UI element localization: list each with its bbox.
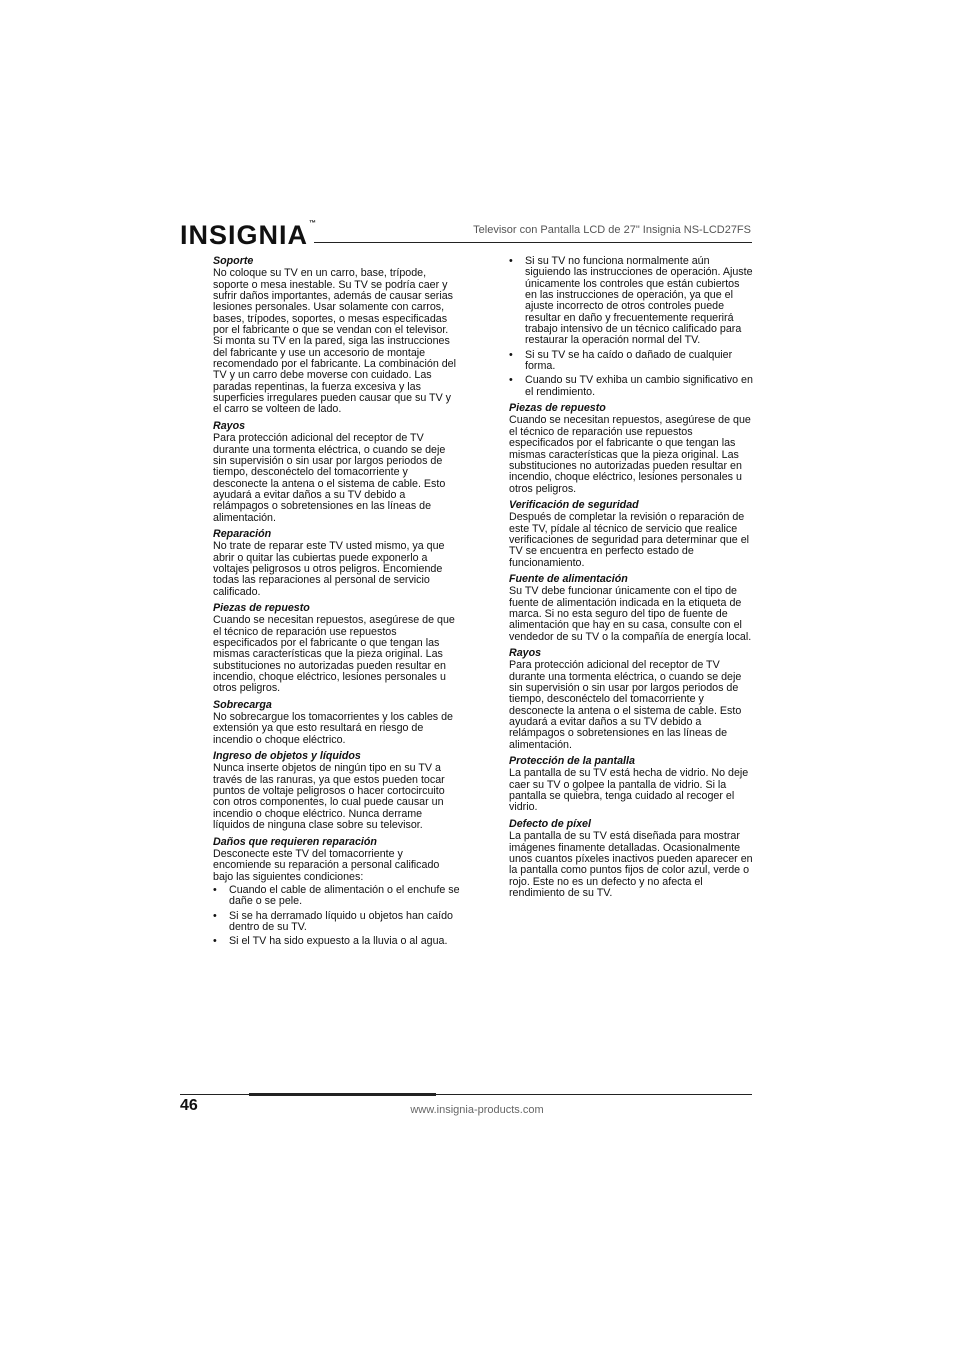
section-heading-piezas-right: Piezas de repuesto [509, 402, 606, 415]
section-heading-piezas: Piezas de repuesto [213, 601, 310, 614]
section-heading-proteccion: Protección de la pantalla [509, 755, 635, 768]
section-text-ingreso: Nunca inserte objetos de ningún tipo en su TV a través de las ranuras, ya que estos pueden tocar puntos de voltaje peligrosos o hacer cortocircuito con otros componentes, lo cual puede causar un incendio o choque eléctrico. Nunca derrame líquidos de ninguna clase sobre su televisor. [213, 762, 445, 832]
section-text-sobrecarga: No sobrecargue los tomacorrientes y los cables de extensión ya que esto resultará en riesgo de incendio o choque eléctrico. [213, 711, 453, 746]
header-divider [314, 242, 752, 243]
section-heading-fuente: Fuente de alimentación [509, 572, 628, 585]
section-text-defecto: La pantalla de su TV está diseñada para mostrar imágenes finamente detalladas. Ocasionalmente unos cuantos píxeles inactivos pueden aparecer en la pantalla como puntos fijos de color azul, verde o rojo. Este no es un defecto y no afecta el rendimiento de su TV. [509, 830, 753, 899]
document-title: Televisor con Pantalla LCD de 27" Insignia NS-LCD27FS [473, 224, 751, 236]
right-column [509, 256, 754, 899]
section-heading-ingreso: Ingreso de objetos y líquidos [213, 750, 361, 763]
danos-bullet-list [213, 885, 460, 948]
section-heading-soporte: Soporte [213, 255, 254, 267]
section-heading-sobrecarga: Sobrecarga [213, 698, 272, 711]
section-text-proteccion: La pantalla de su TV está hecha de vidrio. No deje caer su TV o golpee la pantalla de vidrio. Si la pantalla se quiebra, tenga cuidado al recoger el vidrio. [509, 767, 749, 814]
section-heading-verificacion: Verificación de seguridad [509, 498, 639, 511]
section-text-reparacion: No trate de reparar este TV usted mismo, ya que abrir o quitar las cubiertas puede exponerlo a voltajes peligrosos u otros peligros. Encomiende todas las reparaciones al personal de servicio calificado. [213, 540, 445, 598]
section-text-fuente: Su TV debe funcionar únicamente con el tipo de fuente de alimentación indicada en la etiqueta de marca. Si no esta seguro del tipo de fuente de alimentación que hay en su casa, consulte con el vendedor de su TV o la compañía de energía local. [509, 585, 752, 643]
list-item: • Cuando su TV exhiba un cambio significativo en el rendimiento. [509, 375, 754, 398]
section-text-soporte: No coloque su TV en un carro, base, trípode, soporte o mesa inestable. Su TV se podría caer y sufrir daños importantes, además de causar serias lesiones personales. Usar solamente con carros, bases, trípodes, soportes, o mesas especificadas por el fabricante o que se vendan con el televisor. Si monta su TV en la pared, siga las instrucciones del fabricante y use un accesorio de montaje recomendado por el fabricante. La combinación del TV y un carro debe moverse con cuidado. Las paradas repentinas, la fuerza excesiva y las superficies irregulares pueden causar que su TV y el carro se volteen de lado. [213, 267, 456, 416]
footer-divider-accent [249, 1093, 436, 1096]
section-text-rayos-right: Para protección adicional del receptor de TV durante una tormenta eléctrica, o cuando se deje sin supervisión o sin usar por largos periodos de tiempo, desconéctelo del tomacorriente y desconecte la antena o el sistema de cable. Esto ayudará a evitar daños a su TV debido a relámpagos o sobretensiones en las líneas de alimentación. [509, 659, 742, 751]
left-column [213, 256, 460, 951]
brand-logo [180, 220, 316, 251]
page-number: 46 [180, 1097, 198, 1114]
section-text-piezas: Cuando se necesitan repuestos, asegúrese de que el técnico de reparación use repuestos especificados por el fabricante o que tengan las mismas características que la pieza original. Las substituciones no autorizadas pueden resultar en incendio, choque eléctrico, lesiones personales u otros peligros. [213, 614, 455, 695]
list-item: • Si el TV ha sido expuesto a la lluvia o al agua. [213, 936, 460, 947]
list-item: • Si su TV no funciona normalmente aún siguiendo las instrucciones de operación. Ajuste únicamente los controles que están cubiertos en las instrucciones de operación, ya que el ajuste incorrecto de otros controles puede resultar en daño y frecuentemente requerirá trabajo intensivo de un técnico calificado para restaurar la operación normal del TV. [509, 256, 754, 347]
section-text-rayos: Para protección adicional del receptor de TV durante una tormenta eléctrica, o cuando se deje sin supervisión o sin usar por largos periodos de tiempo, desconéctelo del tomacorriente y desconecte la antena o el sistema de cable. Esto ayudará a evitar daños a su TV debido a relámpagos o sobretensiones en las líneas de alimentación. [213, 432, 446, 524]
section-heading-danos: Daños que requieren reparación [213, 835, 377, 848]
list-item: • Si se ha derramado líquido u objetos han caído dentro de su TV. [213, 911, 460, 934]
section-text-piezas-right: Cuando se necesitan repuestos, asegúrese de que el técnico de reparación use repuestos especificados por el fabricante o que tengan las mismas características que la pieza original. Las substituciones no autorizadas pueden resultar en incendio, choque eléctrico, lesiones personales u otros peligros. [509, 414, 751, 495]
section-heading-rayos-right: Rayos [509, 647, 542, 659]
section-heading-reparacion: Reparación [213, 527, 272, 540]
section-text-danos: Desconecte este TV del tomacorriente y encomiende su reparación a personal calificado bajo las siguientes condiciones: [213, 847, 440, 883]
footer-url: www.insignia-products.com [410, 1104, 544, 1116]
list-item: • Cuando el cable de alimentación o el enchufe se dañe o se pele. [213, 885, 460, 908]
list-item: • Si su TV se ha caído o dañado de cualquier forma. [509, 350, 754, 373]
logo-text: INSIGNIA [180, 220, 309, 250]
trademark-mark: ™ [309, 220, 317, 227]
section-heading-defecto: Defecto de píxel [509, 817, 591, 830]
condition-bullet-list [509, 256, 754, 398]
section-heading-rayos: Rayos [213, 419, 246, 432]
section-text-verificacion: Después de completar la revisión o reparación de este TV, pídale al técnico de servicio que realice verificaciones de seguridad para determinar que el TV se encuentra en perfecto estado de funcionamiento. [509, 511, 750, 569]
